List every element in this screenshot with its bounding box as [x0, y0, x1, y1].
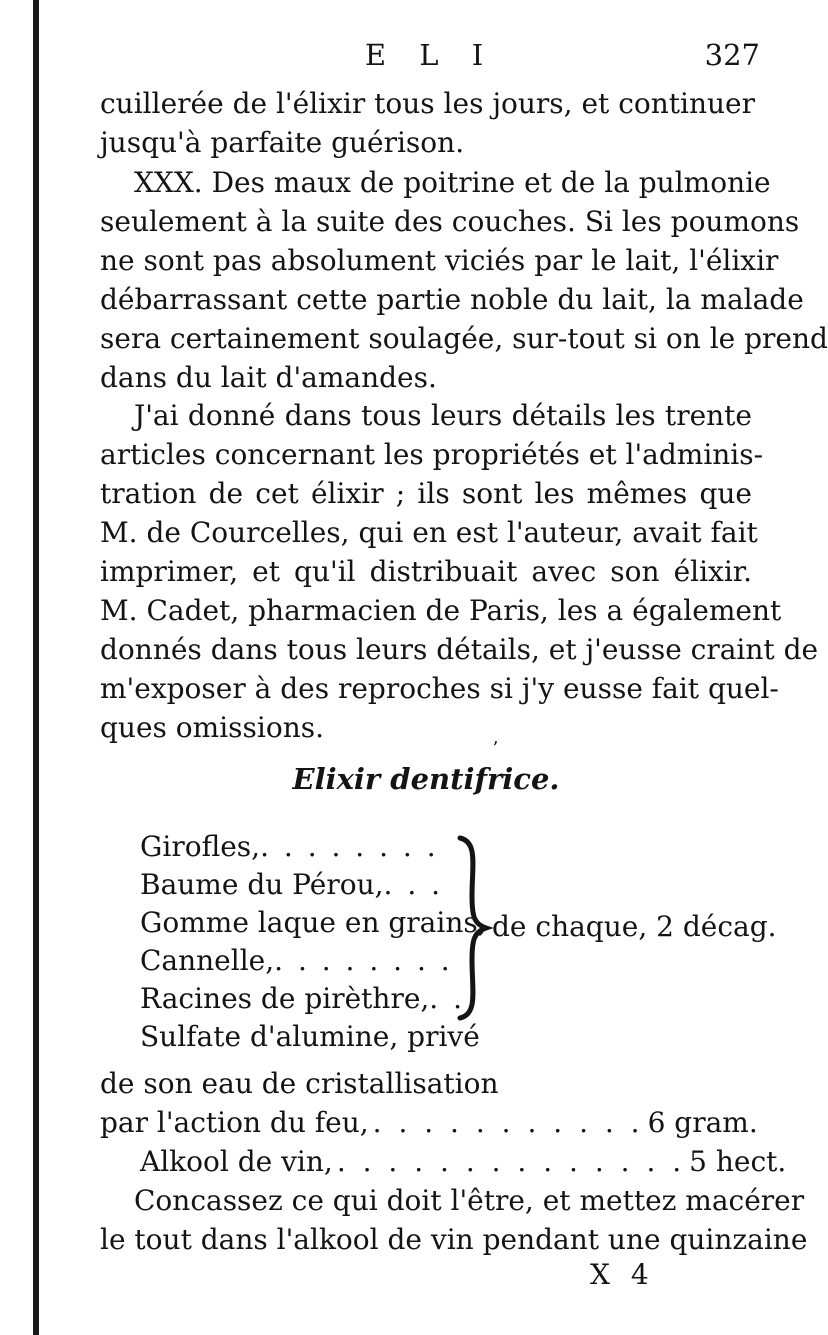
text-line: Concassez ce qui doit l'être, et mettez macérer	[134, 1184, 805, 1217]
ingredient-name: Sulfate d'alumine, privé	[140, 1020, 480, 1053]
text-line: sera certainement soulagée, sur-tout si on le prend	[100, 322, 828, 355]
ingredient-name: Girofles,	[140, 830, 261, 863]
text-line: seulement à la suite des couches. Si les poumons	[100, 205, 800, 238]
text-line: dans du lait d'amandes.	[100, 361, 437, 394]
text-line: ques omissions.	[100, 711, 325, 744]
ingredient-row	[140, 866, 460, 904]
signature-mark: X 4	[590, 1258, 655, 1291]
measured-list	[100, 1103, 787, 1181]
paragraph-instructions	[100, 1181, 808, 1259]
ingredient-name: Gomme laque en grains,	[140, 906, 487, 939]
paragraph-continuation	[100, 84, 755, 162]
grouped-quantity: de chaque, 2 décag.	[492, 910, 777, 943]
text-line: tration de cet élixir ; ils sont les mêmes que	[100, 477, 752, 510]
text-line: XXX. Des maux de poitrine et de la pulmonie	[134, 166, 771, 199]
text-line: M. de Courcelles, qui en est l'auteur, avait fait	[100, 516, 758, 549]
text-line: m'exposer à des reproches si j'y eusse fait quel-	[100, 672, 779, 705]
ingredient-row	[140, 828, 460, 866]
paragraph-article-xxx	[100, 163, 828, 397]
leader-dots: . .	[429, 982, 465, 1015]
ingredient-row	[140, 980, 465, 1018]
leader-dots: . . . . . . . .	[274, 944, 453, 977]
ingredient-row	[140, 942, 460, 980]
text-line: jusqu'à parfaite guérison.	[100, 126, 465, 159]
text-line: débarrassant cette partie noble du lait, la malade	[100, 283, 804, 316]
quantity: 5 hect.	[689, 1145, 787, 1178]
ingredient-name: par l'action du feu,	[100, 1106, 369, 1139]
leader-dots: . . . . . . . . . . .	[372, 1106, 644, 1139]
ingredient-group	[140, 828, 487, 1056]
text-line	[100, 1064, 752, 1103]
leader-dots: . . . . . . . .	[260, 830, 439, 863]
ink-mark: ʼ	[492, 738, 498, 759]
text-line: M. Cadet, pharmacien de Paris, les a également	[100, 594, 782, 627]
leader-dots: . . .	[383, 868, 444, 901]
page-number: 327	[704, 38, 760, 72]
text-line: le tout dans l'alkool de vin pendant une quinzaine	[100, 1223, 808, 1256]
ingredient-name: Alkool de vin,	[140, 1145, 333, 1178]
ingredient-name: Cannelle,	[140, 944, 275, 977]
text-line: articles concernant les propriétés et l'adminis-	[100, 438, 764, 471]
curly-brace-icon	[452, 836, 492, 1020]
text-line: imprimer, et qu'il distribuait avec son élixir.	[100, 555, 752, 588]
ingredient-name: de son eau de cristallisation	[100, 1067, 499, 1100]
ingredient-row	[140, 904, 487, 942]
paragraph-author-note	[100, 396, 819, 747]
running-head: E L I	[364, 38, 496, 72]
section-title: Elixir dentifrice.	[292, 762, 560, 796]
text-line: donnés dans tous leurs détails, et j'eusse craint de	[100, 633, 819, 666]
text-line: J'ai donné dans tous leurs détails les trente	[134, 399, 752, 432]
ingredient-row	[140, 1018, 480, 1056]
text-line: ne sont pas absolument viciés par le lait, l'élixir	[100, 244, 779, 277]
ingredient-name: Baume du Pérou,	[140, 868, 384, 901]
measured-row	[100, 1142, 787, 1181]
measured-row	[100, 1103, 758, 1142]
sulfate-continuation	[100, 1064, 752, 1103]
quantity: 6 gram.	[647, 1106, 758, 1139]
binding-edge	[33, 0, 39, 1335]
text-line: cuillerée de l'élixir tous les jours, et continuer	[100, 87, 755, 120]
ingredient-name: Racines de pirèthre,	[140, 982, 430, 1015]
leader-dots: . . . . . . . . . . . . . .	[336, 1145, 686, 1178]
page-header	[100, 38, 760, 78]
